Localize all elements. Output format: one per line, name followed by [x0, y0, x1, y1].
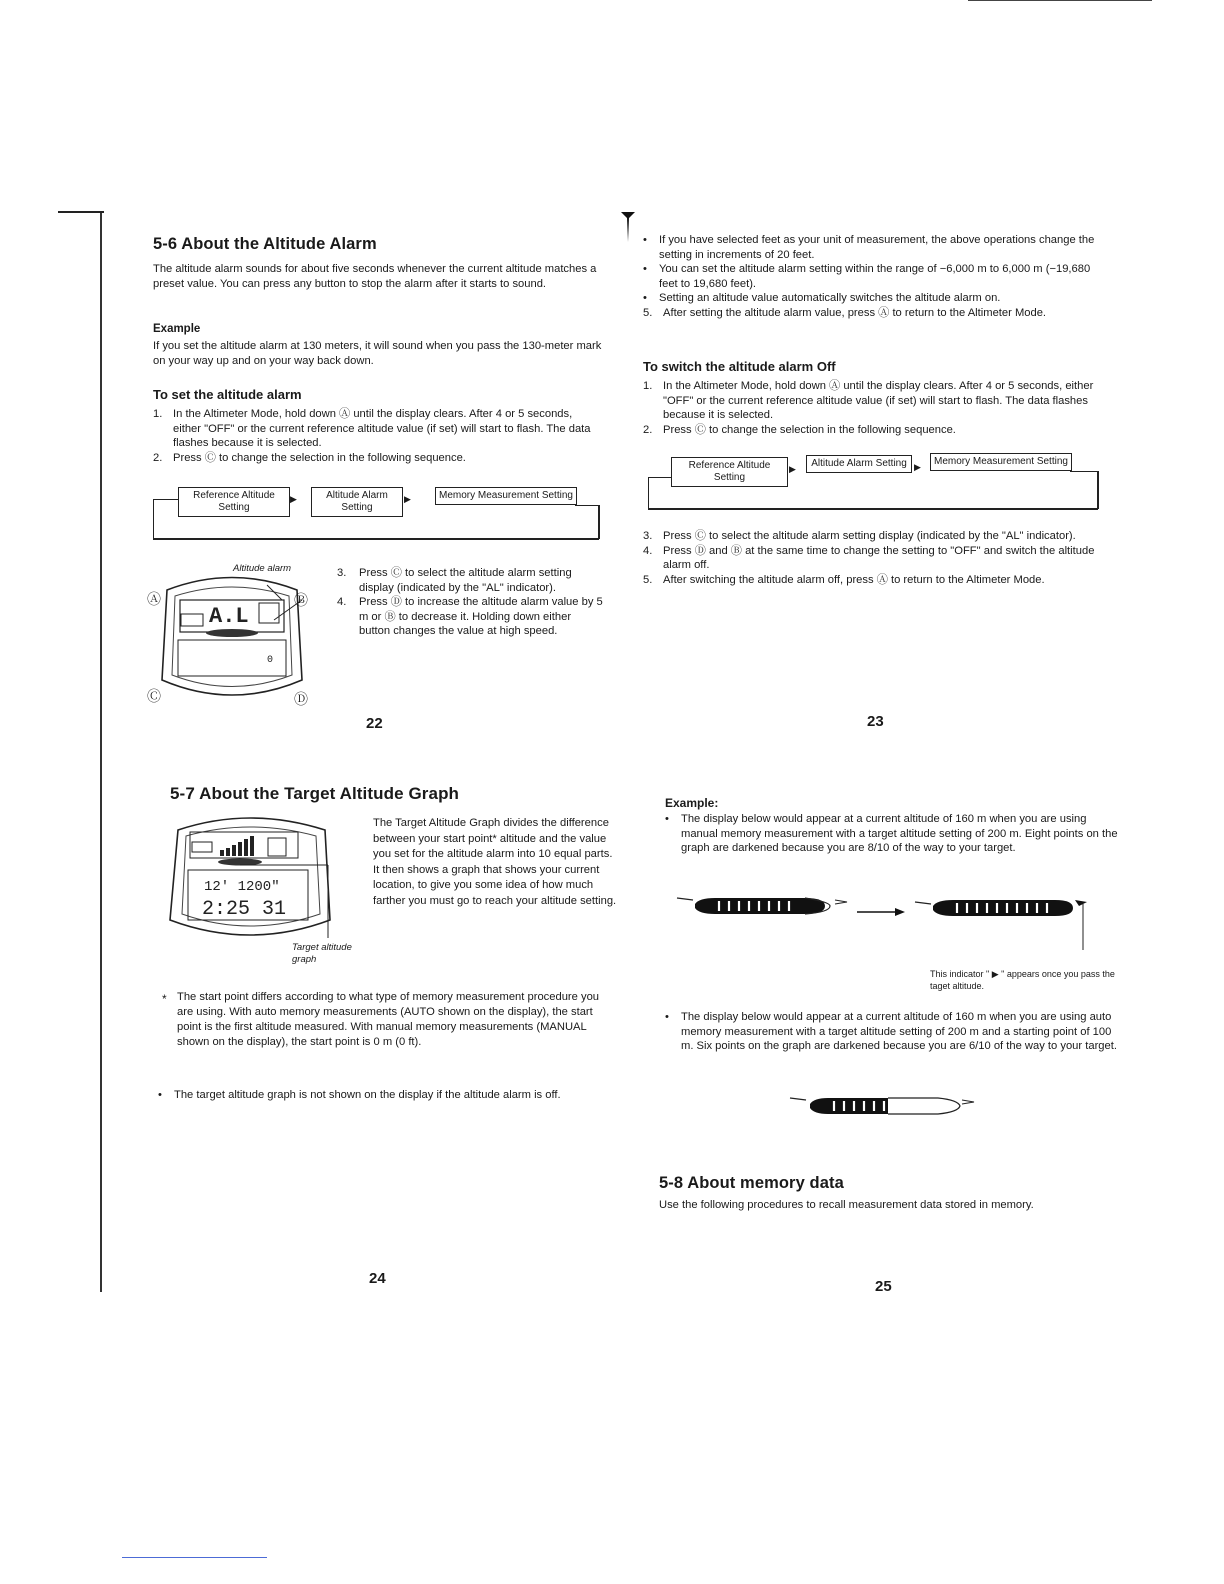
example-text: If you set the altitude alarm at 130 meters, it will sound when you pass the 130-meter mark on your way up and on your way back down. [153, 340, 602, 367]
svg-text:0: 0 [267, 655, 274, 666]
step-item: 1. In the Altimeter Mode, hold down Ⓐ until the display clears. After 4 or 5 seconds, either "OFF" or the current reference altitude value (if set) will start to flash. The data flashes because it is selected. [643, 380, 1094, 421]
example-heading: Example [153, 323, 201, 335]
watch-illustration-altitude-alarm [147, 570, 317, 710]
example-list-1 [665, 812, 1120, 856]
switch-off-steps-continued [643, 529, 1098, 587]
example-heading: Example: [665, 796, 719, 810]
step-item: 3. Press Ⓒ to select the altitude alarm setting display (indicated by the "AL" indicator). [337, 567, 572, 594]
arrow-right-icon: ▶ [914, 462, 921, 472]
intro-paragraph: The Target Altitude Graph divides the difference between your start point* altitude and the value you set for the altitude alarm into 10 equal parts. It then shows a graph that shows your current location, to give you some idea of how much farther you must go to reach your altitude setting. [373, 817, 617, 907]
bullet-item: • The display below would appear at a current altitude of 160 m when you are using manual memory measurement with a target altitude setting of 200 m. Eight points on the graph are darkened because you are 8/10 of the way to your target. [665, 813, 1118, 854]
bullet-item: • If you have selected feet as your unit of measurement, the above operations change the setting in increments of 20 feet. [643, 234, 1095, 261]
flow-box-altitude-alarm: Altitude Alarm Setting [311, 487, 403, 517]
step-item: 5. After switching the altitude alarm off, press Ⓐ to return to the Altimeter Mode. [643, 573, 1045, 586]
arrow-right-icon: ▶ [789, 464, 796, 474]
selection-sequence-diagram [153, 483, 603, 543]
bullet-item: • The display below would appear at a current altitude of 160 m when you are using auto memory measurement with a target altitude setting of 200 m and a starting point of 100 m. Six points on the graph are darkened because you are 6/10 of the way to your target. [665, 1011, 1117, 1052]
footnote-marker: * [162, 992, 167, 1006]
bullet-item: • Setting an altitude value automatically switches the altitude alarm on. [643, 292, 1001, 304]
set-alarm-steps-continued [337, 566, 603, 639]
page-number: 22 [366, 715, 383, 732]
svg-text:A.L: A.L [209, 604, 249, 629]
arrow-right-icon: ▶ [404, 494, 411, 504]
set-alarm-steps [153, 407, 603, 465]
target-graph-6-of-10 [788, 1092, 988, 1122]
svg-text:2:25 31: 2:25 31 [202, 898, 287, 921]
step-item: 5. After setting the altitude alarm value, press Ⓐ to return to the Altimeter Mode. [643, 307, 1047, 319]
page-number: 24 [369, 1270, 386, 1287]
arrow-right-icon: ▶ [290, 494, 297, 504]
flow-box-memory-measurement: Memory Measurement Setting [435, 487, 577, 505]
step-item: 1. In the Altimeter Mode, hold down Ⓐ until the display clears. After 4 or 5 seconds, either "OFF" or the current reference altitude value (if set) will start to flash. The data flashes because it is selected. [153, 408, 591, 449]
watch-illustration-target-graph [160, 810, 360, 950]
step-item: 2. Press Ⓒ to change the selection in the following sequence. [643, 423, 956, 436]
step-item: 2. Press Ⓒ to change the selection in the following sequence. [153, 451, 466, 464]
scan-edge-line-bottom [122, 1557, 267, 1558]
target-graph-8-of-10 [675, 890, 1095, 950]
indicator-note: This indicator " ▶ " appears once you pass the taget altitude. [930, 969, 1115, 991]
button-c-icon: Ⓒ [147, 688, 161, 704]
graph-callout-label: Target altitude graph [292, 942, 352, 965]
switch-off-steps [643, 379, 1098, 437]
section-title-5-7: 5-7 About the Target Altitude Graph [170, 784, 460, 803]
button-a-icon: Ⓐ [147, 591, 161, 607]
intro-paragraph: The altitude alarm sounds for about five seconds whenever the current altitude matches a preset value. You can press any button to stop the alarm after it starts to sound. [153, 263, 597, 290]
flow-box-reference-altitude: Reference Altitude Setting [671, 457, 788, 487]
section-title-5-8: 5-8 About memory data [659, 1174, 844, 1192]
selection-sequence-diagram [648, 453, 1100, 513]
bullet-item: • The target altitude graph is not shown on the display if the altitude alarm is off. [158, 1089, 561, 1101]
watch-callout-label: Altitude alarm [233, 563, 292, 574]
step-item: 4. Press Ⓓ to increase the altitude alarm value by 5 m or Ⓑ to decrease it. Holding down either button changes the value at high speed. [337, 596, 603, 637]
bullet-item: • You can set the altitude alarm setting within the range of −6,000 m to 6,000 m (−19,680 feet to 19,680 feet). [643, 263, 1091, 290]
scan-edge-line-top-right [968, 0, 1152, 1]
flow-box-reference-altitude: Reference Altitude Setting [178, 487, 290, 517]
button-d-icon: Ⓓ [294, 691, 308, 707]
page-number: 23 [867, 713, 884, 730]
switch-off-heading: To switch the altitude alarm Off [643, 359, 836, 374]
step-item: 4. Press Ⓓ and Ⓑ at the same time to change the setting to "OFF" and switch the altitude alarm off. [643, 544, 1095, 571]
binding-mark-center [621, 212, 635, 220]
flow-box-memory-measurement: Memory Measurement Setting [930, 453, 1072, 471]
page-number: 25 [875, 1278, 892, 1295]
memory-intro: Use the following procedures to recall measurement data stored in memory. [659, 1199, 1034, 1211]
section-title-5-6: 5-6 About the Altitude Alarm [153, 235, 377, 253]
example-list-2 [665, 1010, 1120, 1054]
button-b-icon: Ⓑ [294, 592, 308, 608]
flow-box-altitude-alarm: Altitude Alarm Setting [806, 455, 912, 473]
scan-mark-top-left [58, 211, 104, 213]
step-5-return [643, 306, 1095, 321]
graph-note-list [158, 1088, 618, 1103]
footnote-text: The start point differs according to what type of memory measurement procedure you are using. With auto memory measurements (AUTO shown on the display), the start point is the first altitude measured. With manual memory measurements (MANUAL shown on the display), the start point is 0 m (0 ft). [177, 991, 600, 1048]
feet-notes-list [643, 233, 1095, 306]
step-item: 3. Press Ⓒ to select the altitude alarm setting display (indicated by the "AL" indicator). [643, 530, 1076, 542]
svg-text:12' 1200": 12' 1200" [204, 879, 280, 895]
scan-edge-line-left [100, 212, 102, 1292]
set-alarm-heading: To set the altitude alarm [153, 387, 302, 402]
